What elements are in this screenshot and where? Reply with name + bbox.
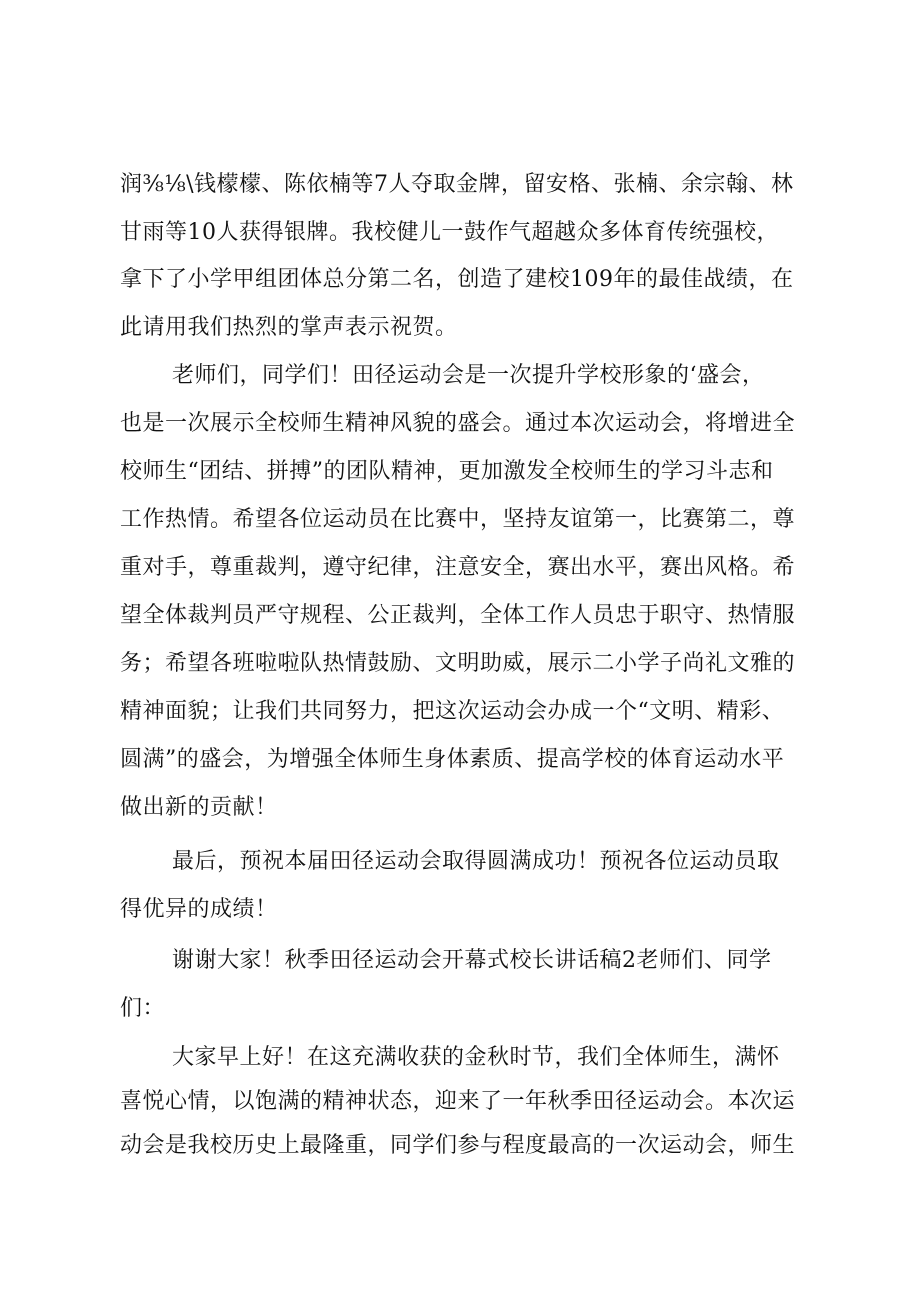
text-line: 得优异的成绩！ — [120, 897, 278, 922]
text-line: 们： — [120, 996, 166, 1021]
text-line: 动会是我校历史上最隆重，同学们参与程度最高的一次运动会，师生 — [120, 1133, 796, 1158]
text-line: 拿下了小学甲组团体总分第二名，创造了建校109年的最佳战绩，在 — [120, 267, 794, 292]
text-line: 重对手，尊重裁判，遵守纪律，注意安全，赛出水平，赛出风格。希 — [120, 555, 796, 580]
text-line: 务；希望各班啦啦队热情鼓励、文明助威，展示二小学子尚礼文雅的 — [120, 651, 796, 676]
text-line: 工作热情。希望各位运动员在比赛中，坚持友谊第一，比赛第二，尊 — [120, 507, 796, 532]
text-line: 润⅜⅛\钱檬檬、陈依楠等7人夺取金牌，留安格、张楠、余宗翰、林 — [120, 172, 794, 197]
text-line: 谢谢大家！秋季田径运动会开幕式校长讲话稿2老师们、同学 — [172, 948, 772, 973]
text-line: 大家早上好！在这充满收获的金秋时节，我们全体师生，满怀 — [172, 1045, 780, 1070]
text-line: 最后，预祝本届田径运动会取得圆满成功！预祝各位运动员取 — [172, 849, 780, 874]
text-line: 校师生“团结、拼搏”的团队精神，更加激发全校师生的学习斗志和 — [120, 459, 774, 484]
text-line: 望全体裁判员严守规程、公正裁判，全体工作人员忠于职守、热情服 — [120, 603, 796, 628]
text-line: 圆满”的盛会，为增强全体师生身体素质、提高学校的体育运动水平 — [120, 747, 785, 772]
text-line: 此请用我们热烈的掌声表示祝贺。 — [120, 315, 458, 340]
text-line: 老师们，同学们！田径运动会是一次提升学校形象的‘盛会， — [172, 363, 765, 388]
text-line: 喜悦心情，以饱满的精神状态，迎来了一年秋季田径运动会。本次运 — [120, 1089, 796, 1114]
text-line: 做出新的贡献！ — [120, 795, 278, 820]
text-line: 甘雨等10人获得银牌。我校健儿一鼓作气超越众多体育传统强校， — [120, 220, 779, 245]
text-line: 也是一次展示全校师生精神风貌的盛会。通过本次运动会，将增进全 — [120, 411, 796, 436]
text-line: 精神面貌；让我们共同努力，把这次运动会办成一个“文明、精彩、 — [120, 699, 785, 724]
